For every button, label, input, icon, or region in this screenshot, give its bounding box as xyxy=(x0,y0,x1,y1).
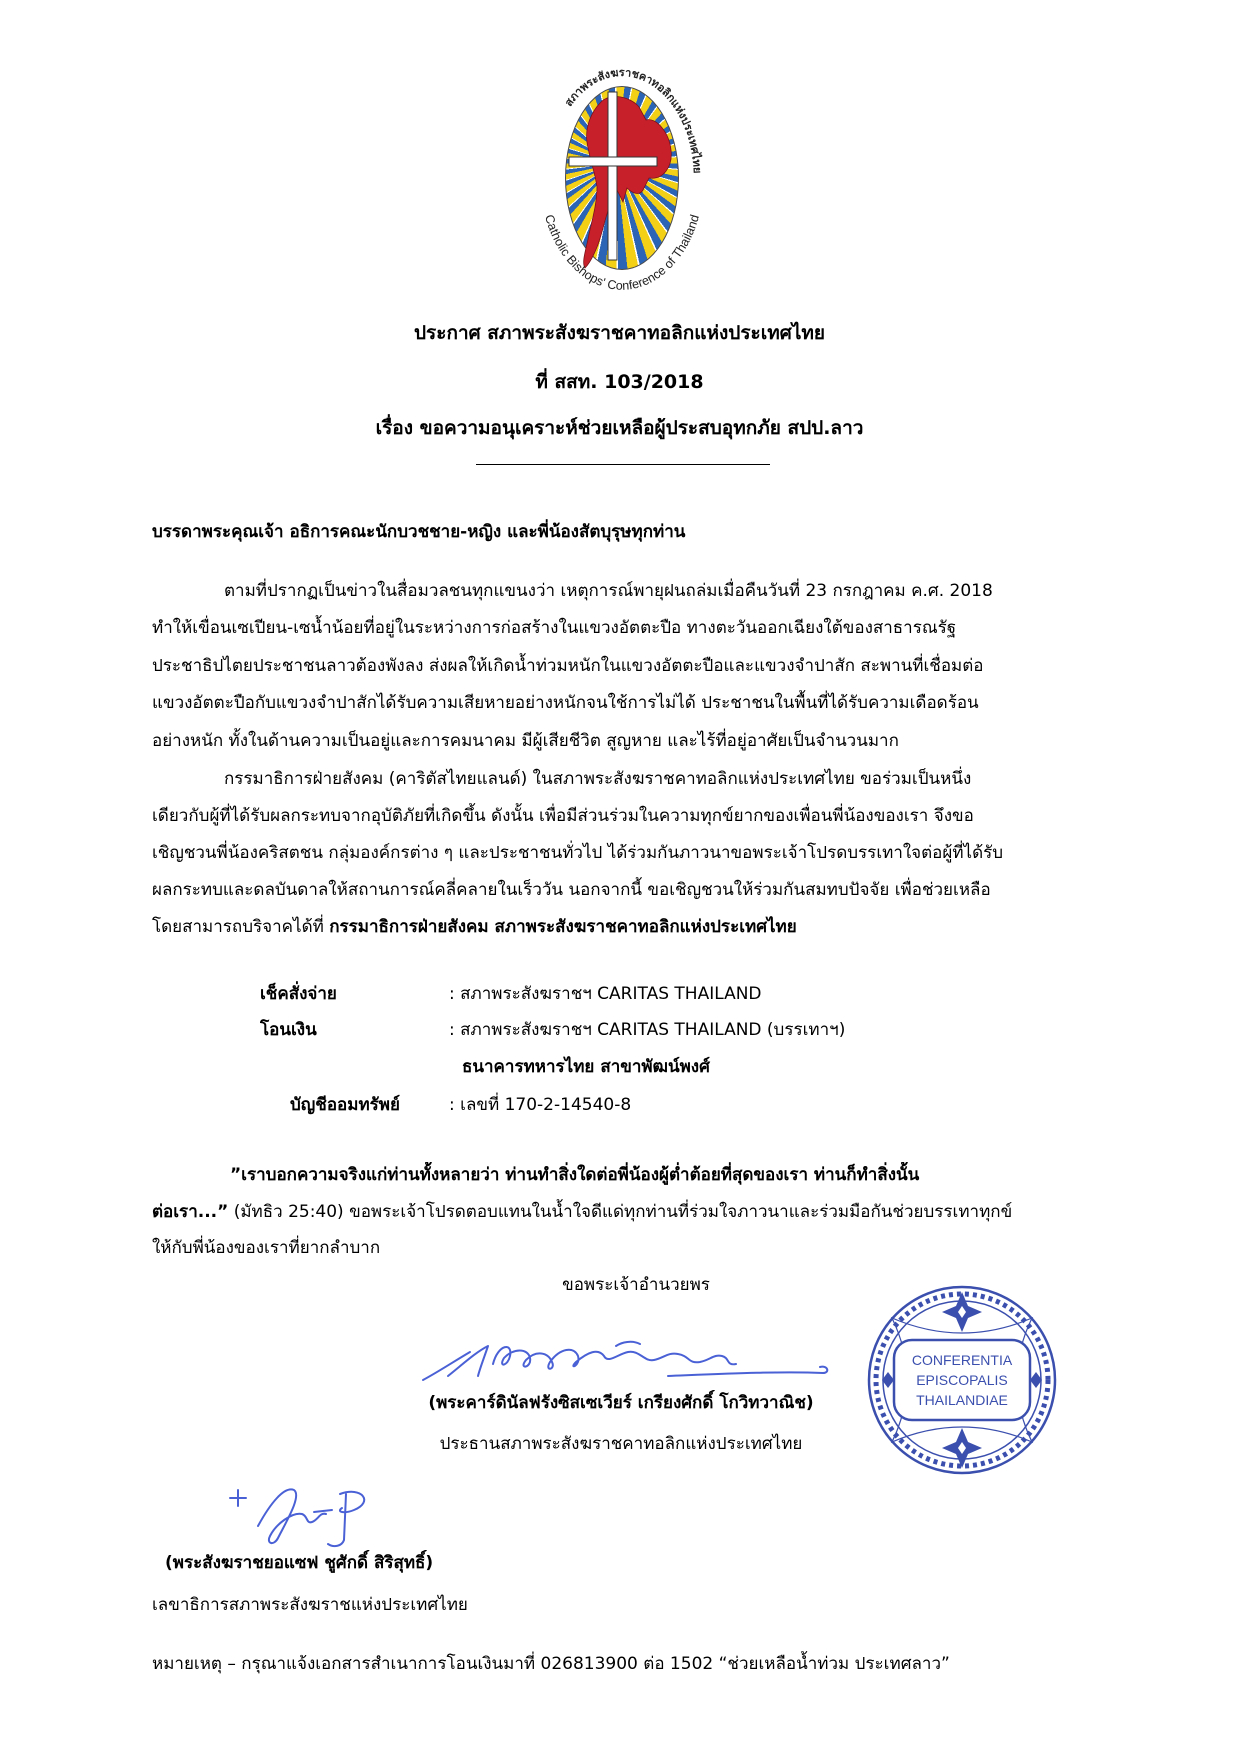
account-label: บัญชีออมทรัพย์ xyxy=(290,1095,400,1115)
logo-emblem xyxy=(531,62,711,306)
footnote: หมายเหตุ – กรุณาแจ้งเอกสารสำเนาการโอนเงินมาที่ 026813900 ต่อ 1502 “ช่วยเหลือน้ำท่วม ประเทศลาว” xyxy=(152,1654,950,1674)
seal-text: EPISCOPALIS xyxy=(916,1372,1008,1388)
check-payee: : สภาพระสังฆราชฯ CARITAS THAILAND xyxy=(449,984,762,1004)
bank-branch: ธนาคารทหารไทย สาขาพัฒน์พงศ์ xyxy=(462,1057,710,1077)
paragraph-line: ทำให้เขื่อนเซเปียน-เซน้ำน้อยที่อยู่ในระหว่างการก่อสร้างในแขวงอัตตะปือ ทางตะวันออกเฉียงใต้ของสาธารณรัฐ xyxy=(152,618,957,638)
quote-line xyxy=(152,1199,1095,1225)
account-number: : เลขที่ 170-2-14540-8 xyxy=(449,1095,632,1115)
conference-logo xyxy=(531,62,711,306)
paragraph-line: เดียวกับผู้ที่ได้รับผลกระทบจากอุบัติภัยที่เกิดขึ้น ดังนั้น เพื่อมีส่วนร่วมในความทุกข์ยากของเพื่อนพี่น้องของเรา จึงขอ xyxy=(152,806,974,826)
quote-citation: (มัทธิว 25:40) ขอพระเจ้าโปรดตอบแทนในน้ำใจดีแด่ทุกท่านที่ร่วมใจภาวนาและร่วมมือกันช่วยบรรเทาทุกข์ xyxy=(228,1202,1013,1222)
signatory-1-title: ประธานสภาพระสังฆราชคาทอลิกแห่งประเทศไทย xyxy=(439,1434,803,1454)
header-divider xyxy=(476,464,770,465)
transfer-label: โอนเงิน xyxy=(260,1020,317,1040)
blessing: ขอพระเจ้าอำนวยพร xyxy=(562,1275,710,1295)
quote-line: ”เราบอกความจริงแก่ท่านทั้งหลายว่า ท่านทำสิ่งใดต่อพี่น้องผู้ต่ำต้อยที่สุดของเรา ท่านก็ทำสิ่งนั้น xyxy=(230,1165,920,1185)
subject-line: เรื่อง ขอความอนุเคราะห์ช่วยเหลือผู้ประสบอุทกภัย สปป.ลาว xyxy=(375,417,864,439)
paragraph-line xyxy=(152,914,1095,940)
paragraph-line: อย่างหนัก ทั้งในด้านความเป็นอยู่และการคมนาคม มีผู้เสียชีวิต สูญหาย และไร้ที่อยู่อาศัยเป็นจำนวนมาก xyxy=(152,731,899,751)
signatory-1-name: (พระคาร์ดินัลฟรังซิสเซเวียร์ เกรียงศักดิ์ โกวิทวาณิช) xyxy=(428,1393,814,1413)
logo-ring-english: Catholic Bishops' Conference of Thailand xyxy=(542,212,702,293)
donation-recipient: กรรมาธิการฝ่ายสังคม สภาพระสังฆราชคาทอลิกแห่งประเทศไทย xyxy=(329,917,797,937)
reference-number: ที่ สสท. 103/2018 xyxy=(535,371,704,393)
check-label: เช็คสั่งจ่าย xyxy=(260,984,337,1004)
thailand-map-icon xyxy=(584,97,672,268)
signatory-2-title: เลขาธิการสภาพระสังฆราชแห่งประเทศไทย xyxy=(152,1595,468,1615)
seal-text: CONFERENTIA xyxy=(911,1352,1013,1368)
seal-text: THAILANDIAE xyxy=(916,1392,1008,1408)
announcement-title: ประกาศ สภาพระสังฆราชคาทอลิกแห่งประเทศไทย xyxy=(413,322,826,344)
quote-end: ต่อเรา...” xyxy=(152,1202,229,1222)
paragraph-line: ประชาธิปไตยประชาชนลาวต้องพังลง ส่งผลให้เกิดน้ำท่วมหนักในแขวงอัตตะปือและแขวงจำปาสัก สะพานที่เชื่อมต่อ xyxy=(152,656,984,676)
donation-intro: โดยสามารถบริจาคได้ที่ xyxy=(152,917,330,937)
signatory-2-name: (พระสังฆราชยอแซฟ ชูศักดิ์ สิริสุทธิ์) xyxy=(165,1553,434,1573)
signature-cardinal xyxy=(418,1334,833,1390)
paragraph-line: ผลกระทบและดลบันดาลให้สถานการณ์คลี่คลายในเร็ววัน นอกจากนี้ ขอเชิญชวนให้ร่วมกันสมทบปัจจัย เพื่อช่วยเหลือ xyxy=(152,880,991,900)
paragraph-line: แขวงอัตตะปือกับแขวงจำปาสักได้รับความเสียหายอย่างหนักจนใช้การไม่ได้ ประชาชนในพื้นที่ได้รับความเดือดร้อน xyxy=(152,693,979,713)
signature-secretary xyxy=(222,1482,392,1554)
paragraph-line: ตามที่ปรากฏเป็นข่าวในสื่อมวลชนทุกแขนงว่า เหตุการณ์พายุฝนถล่มเมื่อคืนวันที่ 23 กรกฎาคม ค.ศ. 2018 xyxy=(224,581,993,601)
conference-seal xyxy=(862,1278,1062,1482)
logo-ring-thai: สภาพระสังฆราชคาทอลิกแห่งประเทศไทย xyxy=(562,66,704,174)
transfer-payee: : สภาพระสังฆราชฯ CARITAS THAILAND (บรรเทาฯ) xyxy=(449,1020,846,1040)
salutation: บรรดาพระคุณเจ้า อธิการคณะนักบวชชาย-หญิง และพี่น้องสัตบุรุษทุกท่าน xyxy=(152,522,686,542)
quote-line: ให้กับพี่น้องของเราที่ยากลำบาก xyxy=(152,1238,381,1258)
paragraph-line: เชิญชวนพี่น้องคริสตชน กลุ่มองค์กรต่าง ๆ และประชาชนทั่วไป ได้ร่วมกันภาวนาขอพระเจ้าโปรดบรรเทาใจต่อผู้ที่ได้รับ xyxy=(152,843,1004,863)
paragraph-line: กรรมาธิการฝ่ายสังคม (คาริตัสไทยแลนด์) ในสภาพระสังฆราชคาทอลิกแห่งประเทศไทย ขอร่วมเป็นหนึ่ง xyxy=(224,769,972,789)
